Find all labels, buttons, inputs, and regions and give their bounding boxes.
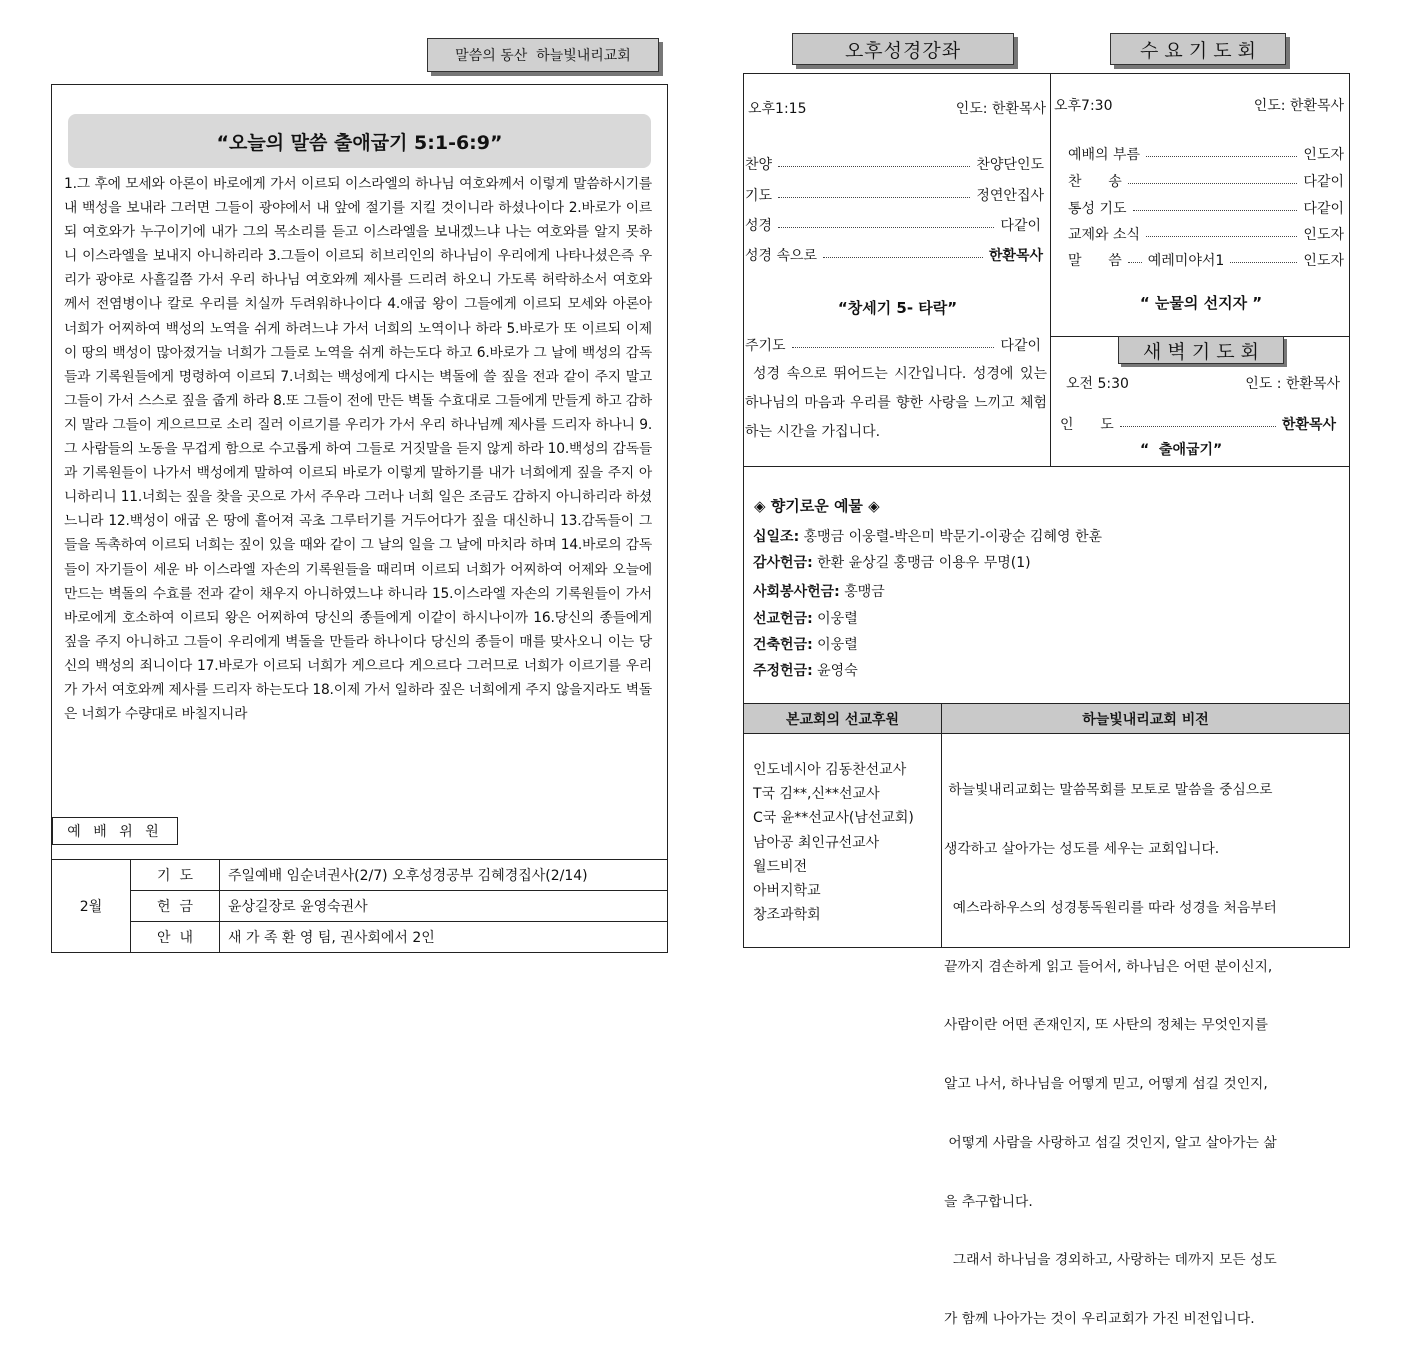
vision-line: 생각하고 살아가는 성도를 세우는 교회입니다. xyxy=(944,840,1220,857)
offerings-list xyxy=(753,524,1102,684)
list-item: 월드비전 xyxy=(753,858,808,875)
column-divider xyxy=(1050,73,1051,466)
item-value: 인도자 xyxy=(1303,147,1344,163)
vision-text xyxy=(944,742,1348,1349)
dawn-header-text: 새 벽 기 도 회 xyxy=(1143,340,1259,363)
afternoon-header-text: 오후성경강좌 xyxy=(844,39,962,62)
vision-line: 가 함께 나아가는 것이 우리교회가 가진 비전입니다. xyxy=(944,1311,1255,1328)
item-value: 다같이 xyxy=(1000,338,1041,354)
item-value: 다같이 xyxy=(1303,174,1344,190)
list-item xyxy=(745,185,1044,205)
today-word-banner xyxy=(68,114,651,168)
list-item xyxy=(1060,414,1336,434)
afternoon-title: “창세기 5- 타락” xyxy=(837,299,958,317)
worship-committee-label: 예 배 위 원 xyxy=(52,817,178,845)
role-cell: 기 도 xyxy=(131,860,220,891)
offerings-title: ◈ 향기로운 예물 ◈ xyxy=(754,497,880,515)
item-value: 한환목사 xyxy=(988,248,1043,264)
value-cell: 윤상길장로 윤영숙권사 xyxy=(220,891,668,922)
item-middle: 예레미야서1 xyxy=(1147,253,1225,269)
list-item: T국 김**,신**선교사 xyxy=(753,786,880,803)
vision-header: 하늘빛내리교회 비전 xyxy=(941,703,1350,734)
month-cell: 2월 xyxy=(52,860,131,953)
wednesday-time: 오후7:30 xyxy=(1054,98,1113,114)
vision-line: 끝까지 겸손하게 읽고 들어서, 하나님은 어떤 분이신지, xyxy=(944,958,1273,975)
wednesday-header-text: 수 요 기 도 회 xyxy=(1140,39,1256,62)
missions-list xyxy=(753,758,914,927)
dawn-header xyxy=(1118,336,1284,364)
afternoon-leader: 인도: 한환목사 xyxy=(955,101,1046,117)
offering-names: 윤영숙 xyxy=(812,663,858,679)
item-label: 인 도 xyxy=(1060,417,1114,433)
offering-label: 사회봉사헌금: xyxy=(753,584,840,600)
item-label: 찬 송 xyxy=(1068,174,1122,190)
vision-line: 알고 나서, 하나님을 어떻게 믿고, 어떻게 섬길 것인지, xyxy=(944,1076,1268,1093)
list-item xyxy=(1068,171,1344,191)
vision-line: 예스라하우스의 성경통독원리를 따라 성경을 처음부터 xyxy=(944,899,1277,916)
offering-names: 한환 윤상길 홍맹금 이용우 무명(1) xyxy=(812,555,1031,571)
offering-names: 홍맹금 이웅렬-박은미 박문기-이광순 김혜영 한훈 xyxy=(799,529,1103,545)
list-item xyxy=(753,606,1102,632)
table-row xyxy=(52,891,668,922)
list-item xyxy=(753,579,1102,605)
value-cell: 새 가 족 환 영 팀, 권사회에서 2인 xyxy=(220,922,668,953)
value-cell: 주일예배 임순녀권사(2/7) 오후성경공부 김혜경집사(2/14) xyxy=(220,860,668,891)
item-label: 기도 xyxy=(745,188,773,204)
list-item xyxy=(745,335,1041,355)
list-item: C국 윤**선교사(남선교회) xyxy=(753,810,914,827)
item-label: 통성 기도 xyxy=(1068,201,1127,217)
list-item xyxy=(753,550,1102,576)
item-label: 예배의 부름 xyxy=(1068,147,1141,163)
table-row xyxy=(52,922,668,953)
list-item: 남아공 최인규선교사 xyxy=(753,834,880,851)
wednesday-leader: 인도: 한환목사 xyxy=(1253,98,1344,114)
item-value: 다같이 xyxy=(1303,201,1344,217)
list-item xyxy=(1068,224,1344,244)
offering-label: 선교헌금: xyxy=(753,611,813,627)
item-value: 한환목사 xyxy=(1281,417,1336,433)
offering-names: 이웅렬 xyxy=(812,637,858,653)
wednesday-time-row xyxy=(1054,95,1344,115)
list-item xyxy=(753,632,1102,658)
item-value: 찬양단인도 xyxy=(976,157,1044,173)
list-item xyxy=(745,154,1044,174)
item-label: 주기도 xyxy=(745,338,786,354)
list-item xyxy=(1068,198,1344,218)
item-label: 성경 xyxy=(745,218,773,234)
item-label: 말 씀 xyxy=(1068,253,1122,269)
list-item xyxy=(753,658,1102,684)
item-label: 찬양 xyxy=(745,157,773,173)
offering-label: 건축헌금: xyxy=(753,637,813,653)
list-item xyxy=(745,245,1043,265)
role-cell: 안 내 xyxy=(131,922,220,953)
list-item xyxy=(753,524,1102,550)
dawn-time: 오전 5:30 xyxy=(1066,376,1129,392)
vision-line: 그래서 하나님을 경외하고, 사랑하는 데까지 모든 성도 xyxy=(944,1252,1277,1269)
list-item xyxy=(1068,144,1344,164)
vision-line: 사람이란 어떤 존재인지, 또 사탄의 정체는 무엇인지를 xyxy=(944,1017,1268,1034)
vision-line: 하늘빛내리교회는 말씀목회를 모토로 말씀을 중심으로 xyxy=(944,782,1273,799)
column-divider xyxy=(941,733,942,948)
offering-names: 이웅렬 xyxy=(812,611,858,627)
offering-label: 주정헌금: xyxy=(753,663,813,679)
dawn-title: “ 출애굽기” xyxy=(1140,442,1223,458)
item-value: 정연안집사 xyxy=(976,188,1044,204)
afternoon-note: 성경 속으로 뛰어드는 시간입니다. 성경에 있는 하나님의 마음과 우리를 향한 사랑을 느끼고 체험하는 시간을 가집니다. xyxy=(745,366,1047,440)
section-divider xyxy=(743,466,1350,467)
list-item: 아버지학교 xyxy=(753,883,821,900)
vision-line: 어떻게 사람을 사랑하고 섬길 것인지, 알고 살아가는 삶 xyxy=(944,1134,1277,1151)
item-label: 교제와 소식 xyxy=(1068,227,1141,243)
scripture-text: 1.그 후에 모세와 아론이 바로에게 가서 이르되 이스라엘의 하나님 여호와께서 이렇게 말씀하시기를 내 백성을 보내라 그러면 그들이 광야에서 내 앞에 절기를 지킬 것이니라 하셨나이다 2.바로가 이르되 여호와가 누구이기에 내가 그의 목소리를 듣고 이스라엘을 보내겠느냐 나는 여호와를 알지 못하니 이스라엘을 보내지 아니하리라 3.그들이 이르되 히브리인의 하나님이 우리에게 나타나셨은즉 우리가 광야로 사흘길쯤 가서 우리 하나님 여호와께 제사를 드리려 하오니 가도록 허락하소서 여호와께서 전염병이나 칼로 우리를 치실까 두려워하나이다 4.애굽 왕이 그들에게 이르되 모세와 아론아 너희가 어찌하여 백성의 노역을 쉬게 하려느냐 가서 너희의 노역이나 하라 5.바로가 또 이르되 이제 이 땅의 백성이 많아졌거늘 너희가 그들로 노역을 쉬게 하는도다 하고 6.바로가 그 날에 백성의 감독들과 기록원들에게 명령하여 이르되 7.너희는 백성에게 다시는 벽돌에 쓸 짚을 전과 같이 주지 말고 그들이 가서 스스로 짚을 줍게 하라 8.또 그들이 전에 만든 벽돌 수효대로 그들에게 만들게 하고 감하지 말라 그들이 게으르므로 소리 질러 이르기를 우리가 가서 우리 하나님께 제사를 드리자 하나니 9.그 사람들의 노동을 무겁게 함으로 수고롭게 하여 그들로 거짓말을 듣지 않게 하라 10.백성의 감독들과 기록원들이 나가서 백성에게 말하여 이르되 바로가 이렇게 말하기를 내가 너희에게 짚을 주지 아니하리니 11.너희는 짚을 찾을 곳으로 가서 주우라 그러나 너희 일은 조금도 감하지 아니하리라 하셨느니라 12.백성이 애굽 온 땅에 흩어져 곡초 그루터기를 거두어다가 짚을 대신하니 13.감독들이 그들을 독촉하여 이르되 너희는 짚이 있을 때와 같이 그 날의 일을 그 날에 마치라 하며 14.바로의 감독들이 자기들이 세운 바 이스라엘 자손의 기록원들을 때리며 이르되 너희가 어찌하여 어제와 오늘에 만드는 벽돌의 수효를 전과 같이 채우지 아니하였느냐 하니라 15.이스라엘 자손의 기록원들이 가서 바로에게 호소하여 이르되 왕은 어찌하여 당신의 종들에게 이같이 하시나이까 16.당신의 종들에게 짚을 주지 아니하고 그들이 우리에게 벽돌을 만들라 하나이다 당신의 종들이 매를 맞사오니 이는 당신의 백성의 죄니이다 17.바로가 이르되 너희가 게으르다 게으르다 그러므로 너희가 이르기를 우리가 가서 여호와께 제사를 드리자 하는도다 18.이제 가서 일하라 짚은 너희에게 주지 않을지라도 벽돌은 너희가 수량대로 바칠지니라 xyxy=(64,176,652,723)
offering-names: 홍맹금 xyxy=(839,584,885,600)
list-item xyxy=(745,215,1041,235)
wednesday-title: “ 눈물의 선지자 ” xyxy=(1139,294,1263,312)
item-value: 인도자 xyxy=(1303,253,1344,269)
church-name-tag xyxy=(427,38,659,72)
item-value: 다같이 xyxy=(1000,218,1041,234)
table-row xyxy=(52,860,668,891)
dawn-time-row xyxy=(1066,373,1340,393)
wednesday-header xyxy=(1110,33,1286,65)
list-item xyxy=(1068,250,1344,270)
missions-header: 본교회의 선교후원 xyxy=(743,703,942,734)
dawn-leader: 인도 : 한환목사 xyxy=(1245,376,1340,392)
item-label: 성경 속으로 xyxy=(745,248,818,264)
afternoon-time: 오후1:15 xyxy=(748,101,807,117)
role-cell: 헌 금 xyxy=(131,891,220,922)
afternoon-time-row xyxy=(748,98,1046,118)
vision-line: 을 추구합니다. xyxy=(944,1193,1033,1210)
offering-label: 감사헌금: xyxy=(753,555,813,571)
today-word-title: “오늘의 말씀 출애굽기 5:1-6:9” xyxy=(216,131,503,154)
worship-committee-table xyxy=(51,859,668,953)
offering-label: 십일조: xyxy=(753,529,800,545)
list-item: 인도네시아 김동찬선교사 xyxy=(753,762,907,778)
list-item: 창조과학회 xyxy=(753,907,821,924)
church-name-text: 말씀의 동산 하늘빛내리교회 xyxy=(455,48,631,64)
afternoon-header xyxy=(792,33,1014,65)
item-value: 인도자 xyxy=(1303,227,1344,243)
